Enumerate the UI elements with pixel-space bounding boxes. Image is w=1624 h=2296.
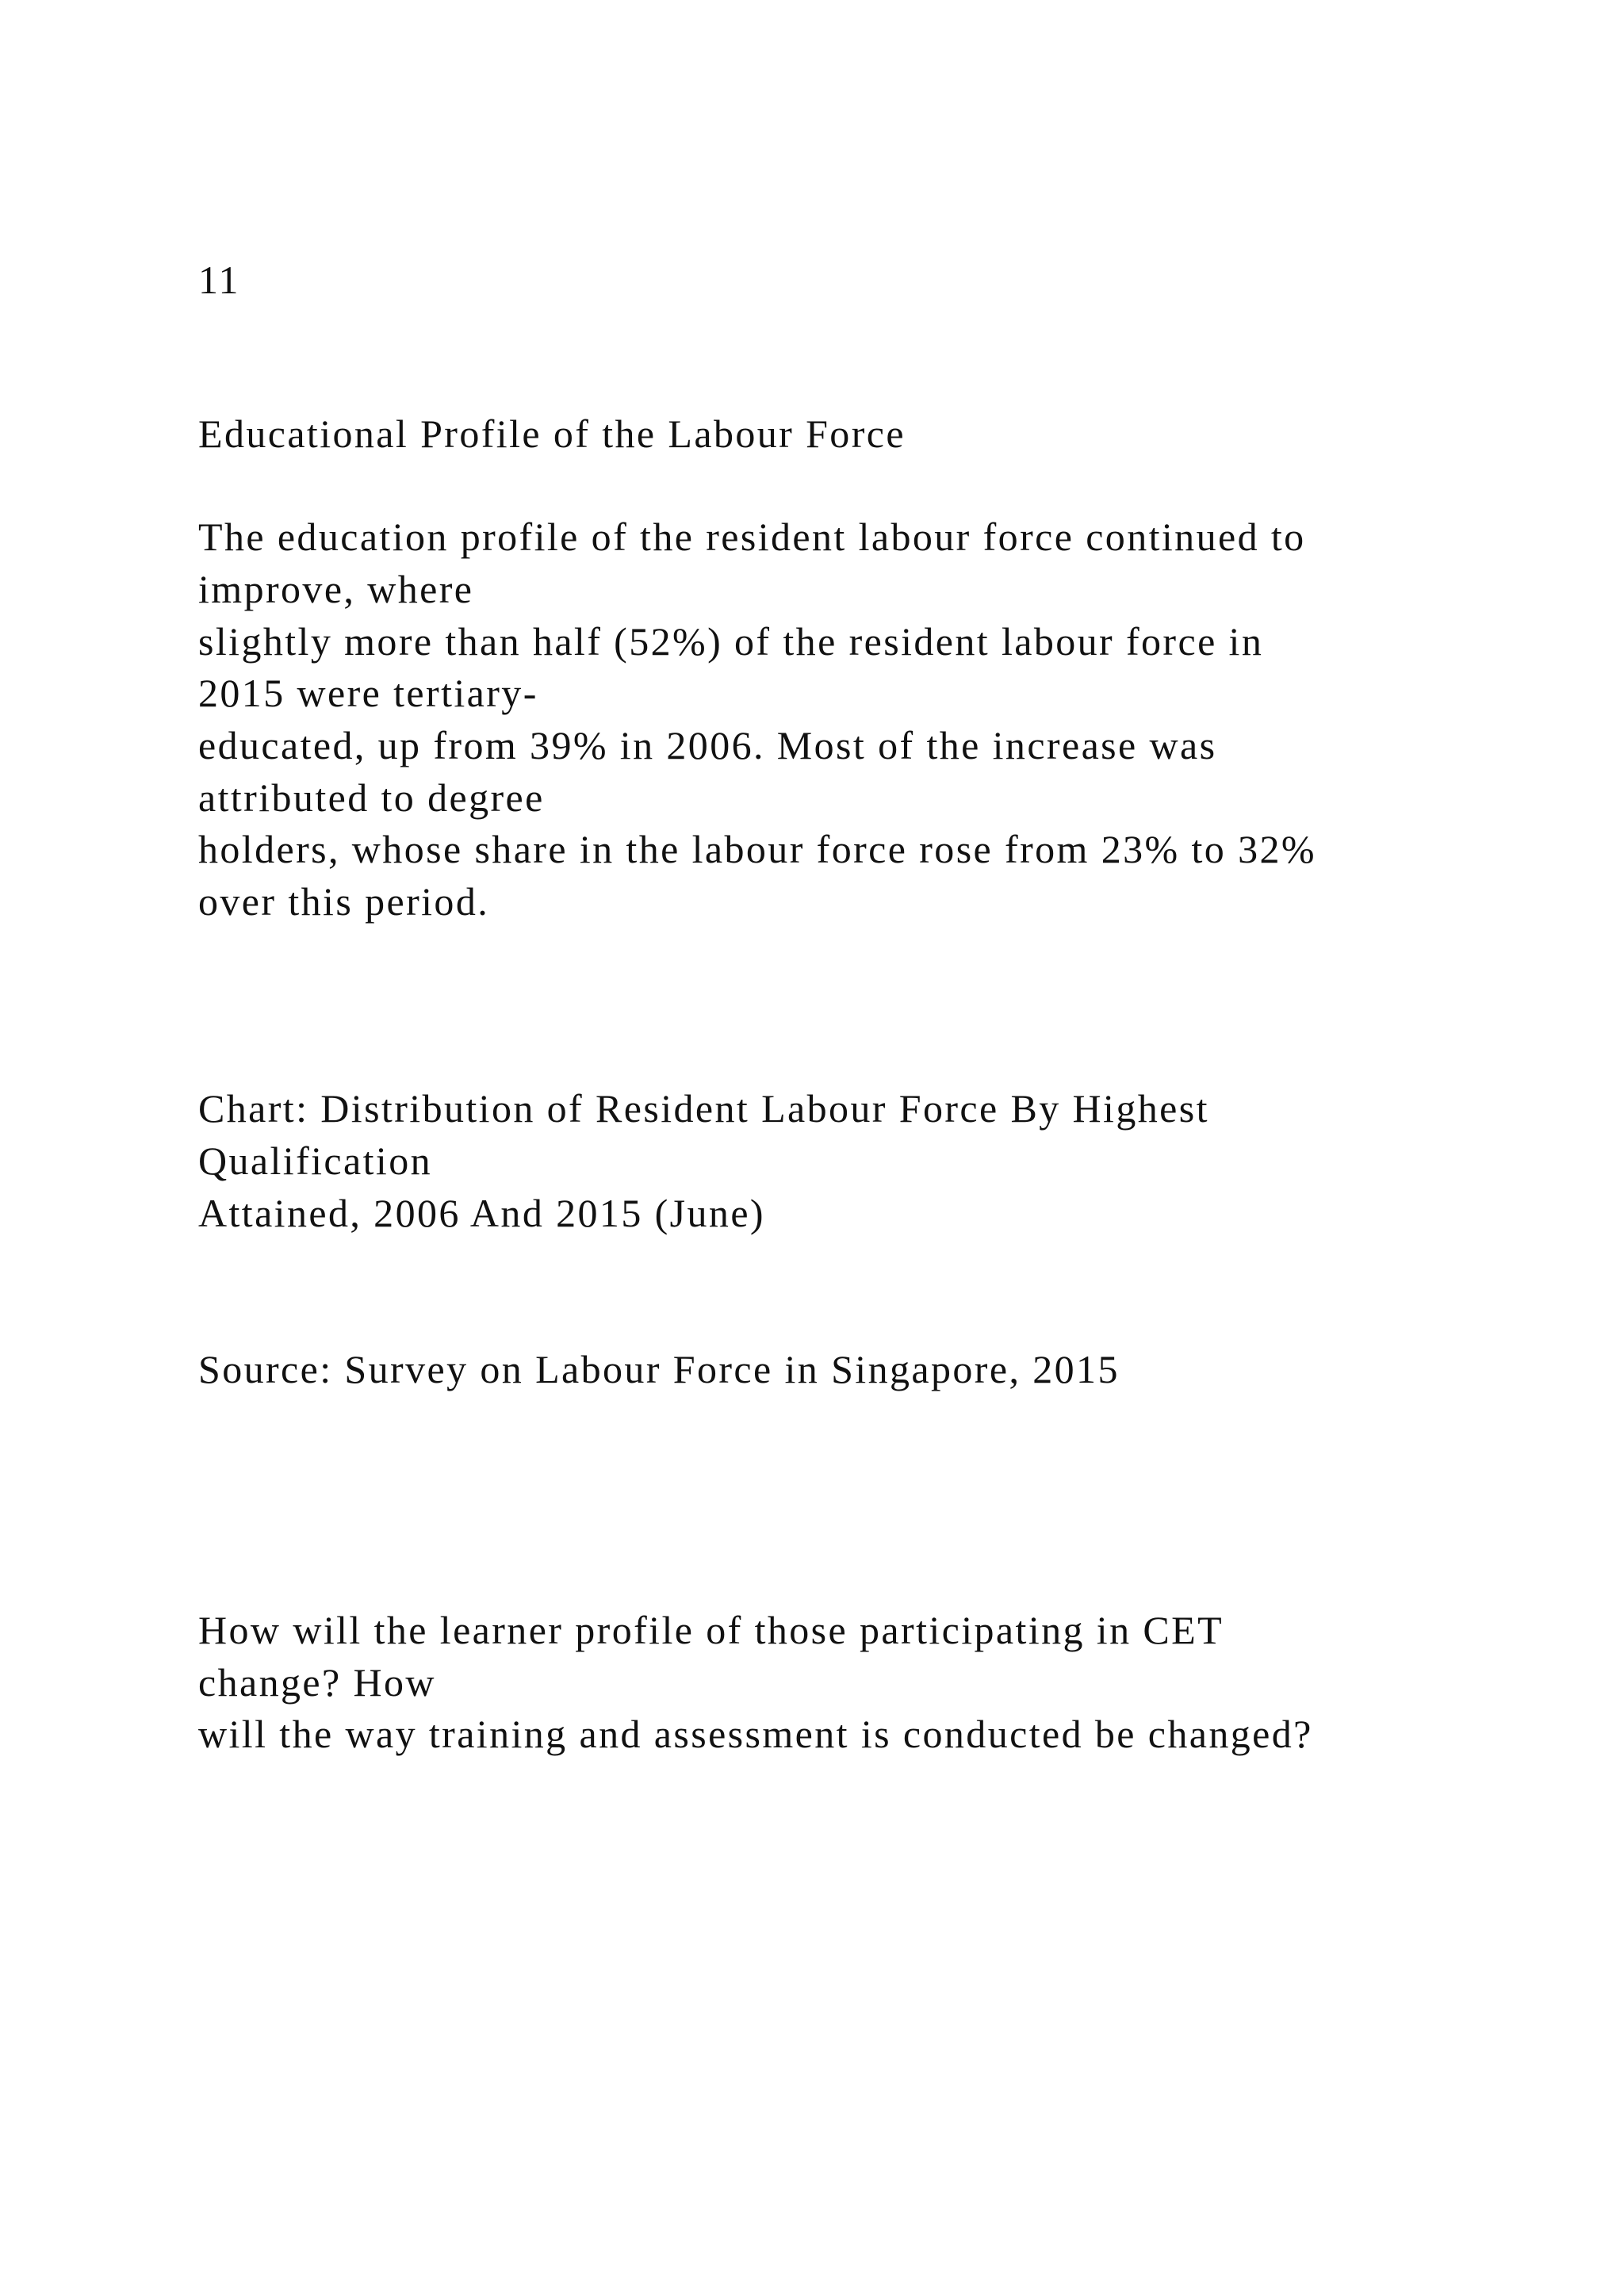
chart-caption-line: Attained, 2006 And 2015 (June) [198,1191,765,1235]
paragraph-line: holders, whose share in the labour force rose from 23% to 32% [198,827,1316,871]
paragraph-line: educated, up from 39% in 2006. Most of the increase was [198,723,1217,767]
paragraph-line: slightly more than half (52%) of the resident labour force in [198,619,1264,664]
question-line: How will the learner profile of those participating in CET [198,1608,1224,1652]
chart-caption-line: Chart: Distribution of Resident Labour Force By Highest [198,1086,1209,1131]
question-line: will the way training and assessment is conducted be changed? [198,1712,1313,1756]
paragraph-line: attributed to degree [198,775,545,820]
paragraph-line: over this period. [198,879,490,924]
question-line: change? How [198,1660,436,1705]
section-title: Educational Profile of the Labour Force [198,411,906,456]
chart-caption-line: Qualification [198,1138,432,1183]
source-note: Source: Survey on Labour Force in Singapore, 2015 [198,1347,1120,1391]
paragraph-line: 2015 were tertiary- [198,671,538,715]
paragraph-line: The education profile of the resident labour force continued to [198,515,1306,559]
page-number: 11 [198,258,240,302]
paragraph-line: improve, where [198,567,474,611]
